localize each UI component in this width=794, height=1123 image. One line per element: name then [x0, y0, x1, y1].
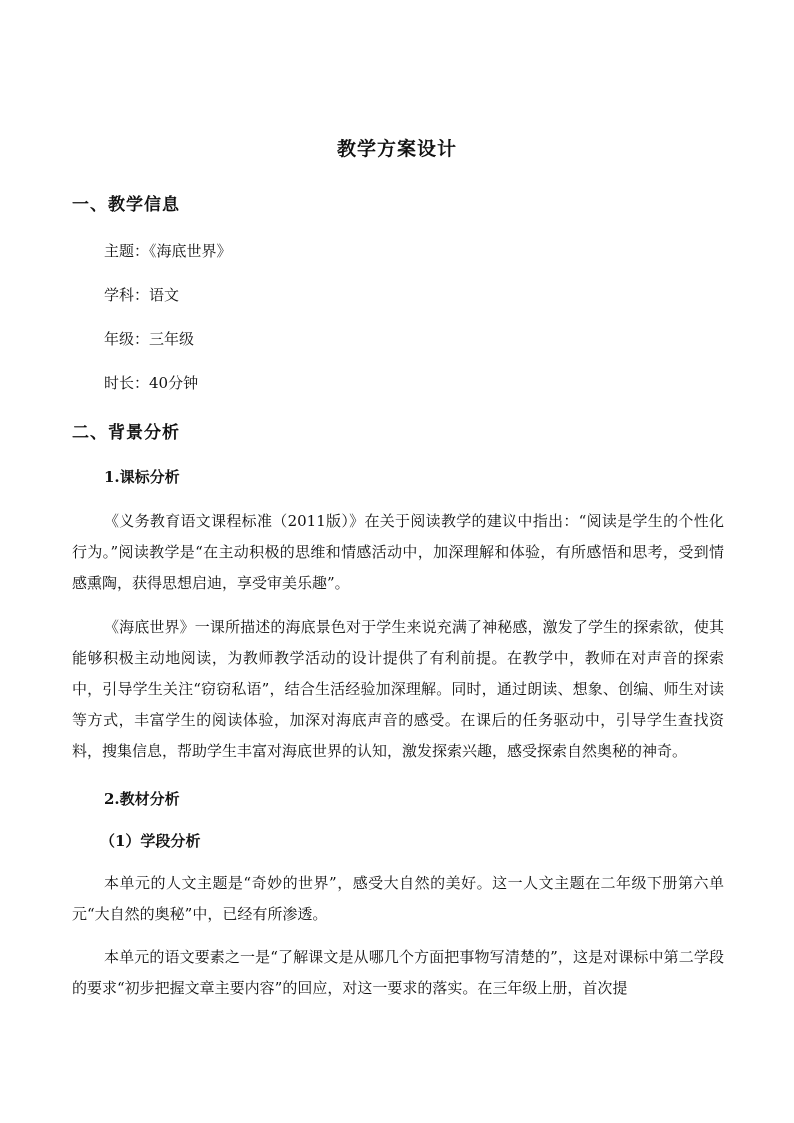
subsection-heading-textbook: 2.教材分析	[104, 790, 180, 808]
info-subject: 学科：语文	[104, 286, 180, 304]
section-heading-teaching-info: 一、教学信息	[72, 195, 180, 215]
document-title: 教学方案设计	[336, 138, 457, 160]
paragraph-curriculum-2: 《海底世界》一课所描述的海底景色对于学生来说充满了神秘感，激发了学生的探索欲，使其能够积极主动地阅读，为教师教学活动的设计提供了有利前提。在教学中，教师在对声音的探索中，引导学生关注“窃窃私语”，结合生活经验加深理解。同时，通过朗读、想象、创编、师生对读等方式，丰富学生的阅读体验，加深对海底声音的感受。在课后的任务驱动中，引导学生查找资料，搜集信息，帮助学生丰富对海底世界的认知，激发探索兴趣，感受探索自然奥秘的神奇。	[72, 618, 724, 760]
paragraph-curriculum-1: 《义务教育语文课程标准（2011版）》在关于阅读教学的建议中指出：“阅读是学生的个性化行为。”阅读教学是“在主动积极的思维和情感活动中，加深理解和体验，有所感悟和思考，受到情感熏陶，获得思想启迪，享受审美乐趣”。	[72, 512, 724, 592]
subsubsection-heading-stage: （1）学段分析	[100, 832, 201, 850]
paragraph-stage-1: 本单元的人文主题是“奇妙的世界”，感受大自然的美好。这一人文主题在二年级下册第六单元“大自然的奥秘”中，已经有所渗透。	[72, 874, 724, 923]
subsection-heading-curriculum: 1.课标分析	[104, 468, 180, 486]
paragraph-stage-2: 本单元的语文要素之一是“了解课文是从哪几个方面把事物写清楚的”，这是对课标中第二学段的要求“初步把握文章主要内容”的回应，对这一要求的落实。在三年级上册，首次提	[72, 948, 724, 997]
section-heading-background: 二、背景分析	[72, 423, 180, 443]
info-duration: 时长：40分钟	[104, 374, 199, 392]
info-grade: 年级：三年级	[104, 330, 195, 348]
info-topic: 主题：《海底世界》	[104, 242, 232, 260]
